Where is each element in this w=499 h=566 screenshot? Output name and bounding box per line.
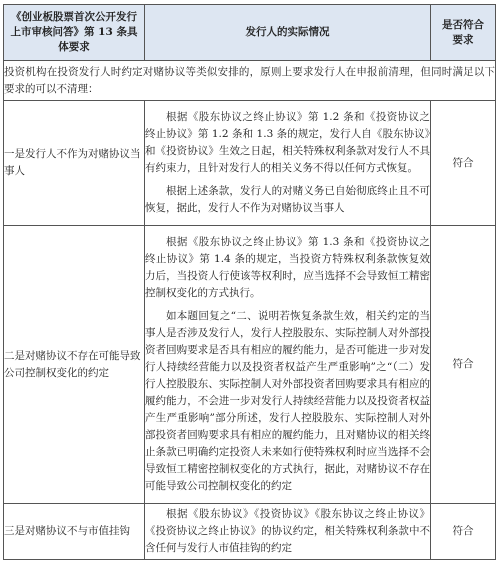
status-cell: 符合 <box>431 101 496 226</box>
requirement-cell: 一是发行人不作为对赌协议当事人 <box>4 101 145 226</box>
requirement-cell: 三是对赌协议不与市值挂钩 <box>4 504 145 560</box>
situation-paragraph: 根据《股东协议》《投资协议》《股东协议之终止协议》《投资协议之终止协议》的协议约定，相关特殊权利条款中不含任何与发行人市值挂钩的约定 <box>145 508 430 554</box>
situation-cell <box>145 101 431 226</box>
header-actual-situation: 发行人的实际情况 <box>145 5 431 61</box>
situation-paragraph: 根据《股东协议之终止协议》第 1.2 条和《投资协议之终止协议》第 1.2 条和 1.3 条的规定，发行人自《股东协议》和《投资协议》生效之日起，相关特殊权利条款对发行人不具有约束力，且针对发行人的相关义务不得以任何方式恢复。 <box>145 111 430 174</box>
requirement-cell: 二是对赌协议不存在可能导致公司控制权变化的约定 <box>4 226 145 504</box>
intro-row <box>4 61 496 101</box>
intro-text: 投资机构在投资发行人时约定对赌协议等类似安排的，原则上要求发行人在申报前清理，但同时满足以下要求的可以不清理： <box>4 61 496 101</box>
situation-paragraph: 根据《股东协议之终止协议》第 1.3 条和《投资协议之终止协议》第 1.4 条的规定，当投资方特殊权利条款恢复效力后，当投资人行使该等权利时，应当选择不会导致恒工精密控制权变化的方式执行。 <box>145 236 430 299</box>
situation-cell <box>145 226 431 504</box>
header-requirement: 《创业板股票首次公开发行上市审核问答》第 13 条具体要求 <box>4 5 145 61</box>
requirements-table <box>3 4 496 560</box>
table-row <box>4 101 496 226</box>
situation-paragraph: 如本题回复之“二、说明若恢复条款生效，相关约定的当事人是否涉及发行人，发行人控股股东、实际控制人对外部投资者回购要求是否具有相应的履约能力，是否可能进一步对发行人持续经营能力以及投资者权益产生严重影响”之“（二）发行人控股股东、实际控制人对外部投资者回购要求具有相应的履约能力，不会进一步对发行人持续经营能力以及投资者权益产生严重影响”部分所述，发行人控股股东、实际控制人对外部投资者回购要求具有相应的履约能力，且对赌协议的相关终止条款已明确约定投资人未来如行使特殊权利时应当选择不会导致恒工精密控制权变化的方式执行，据此，对赌协议不存在可能导致公司控制权变化的约定 <box>145 310 430 492</box>
header-compliance: 是否符合要求 <box>431 5 496 61</box>
table-row <box>4 504 496 560</box>
status-cell: 符合 <box>431 504 496 560</box>
situation-cell <box>145 504 431 560</box>
table-header-row <box>4 5 496 61</box>
status-cell: 符合 <box>431 226 496 504</box>
table-row <box>4 226 496 504</box>
situation-paragraph: 根据上述条款，发行人的对赌义务已自始彻底终止且不可恢复，据此，发行人不作为对赌协议当事人 <box>145 185 430 214</box>
